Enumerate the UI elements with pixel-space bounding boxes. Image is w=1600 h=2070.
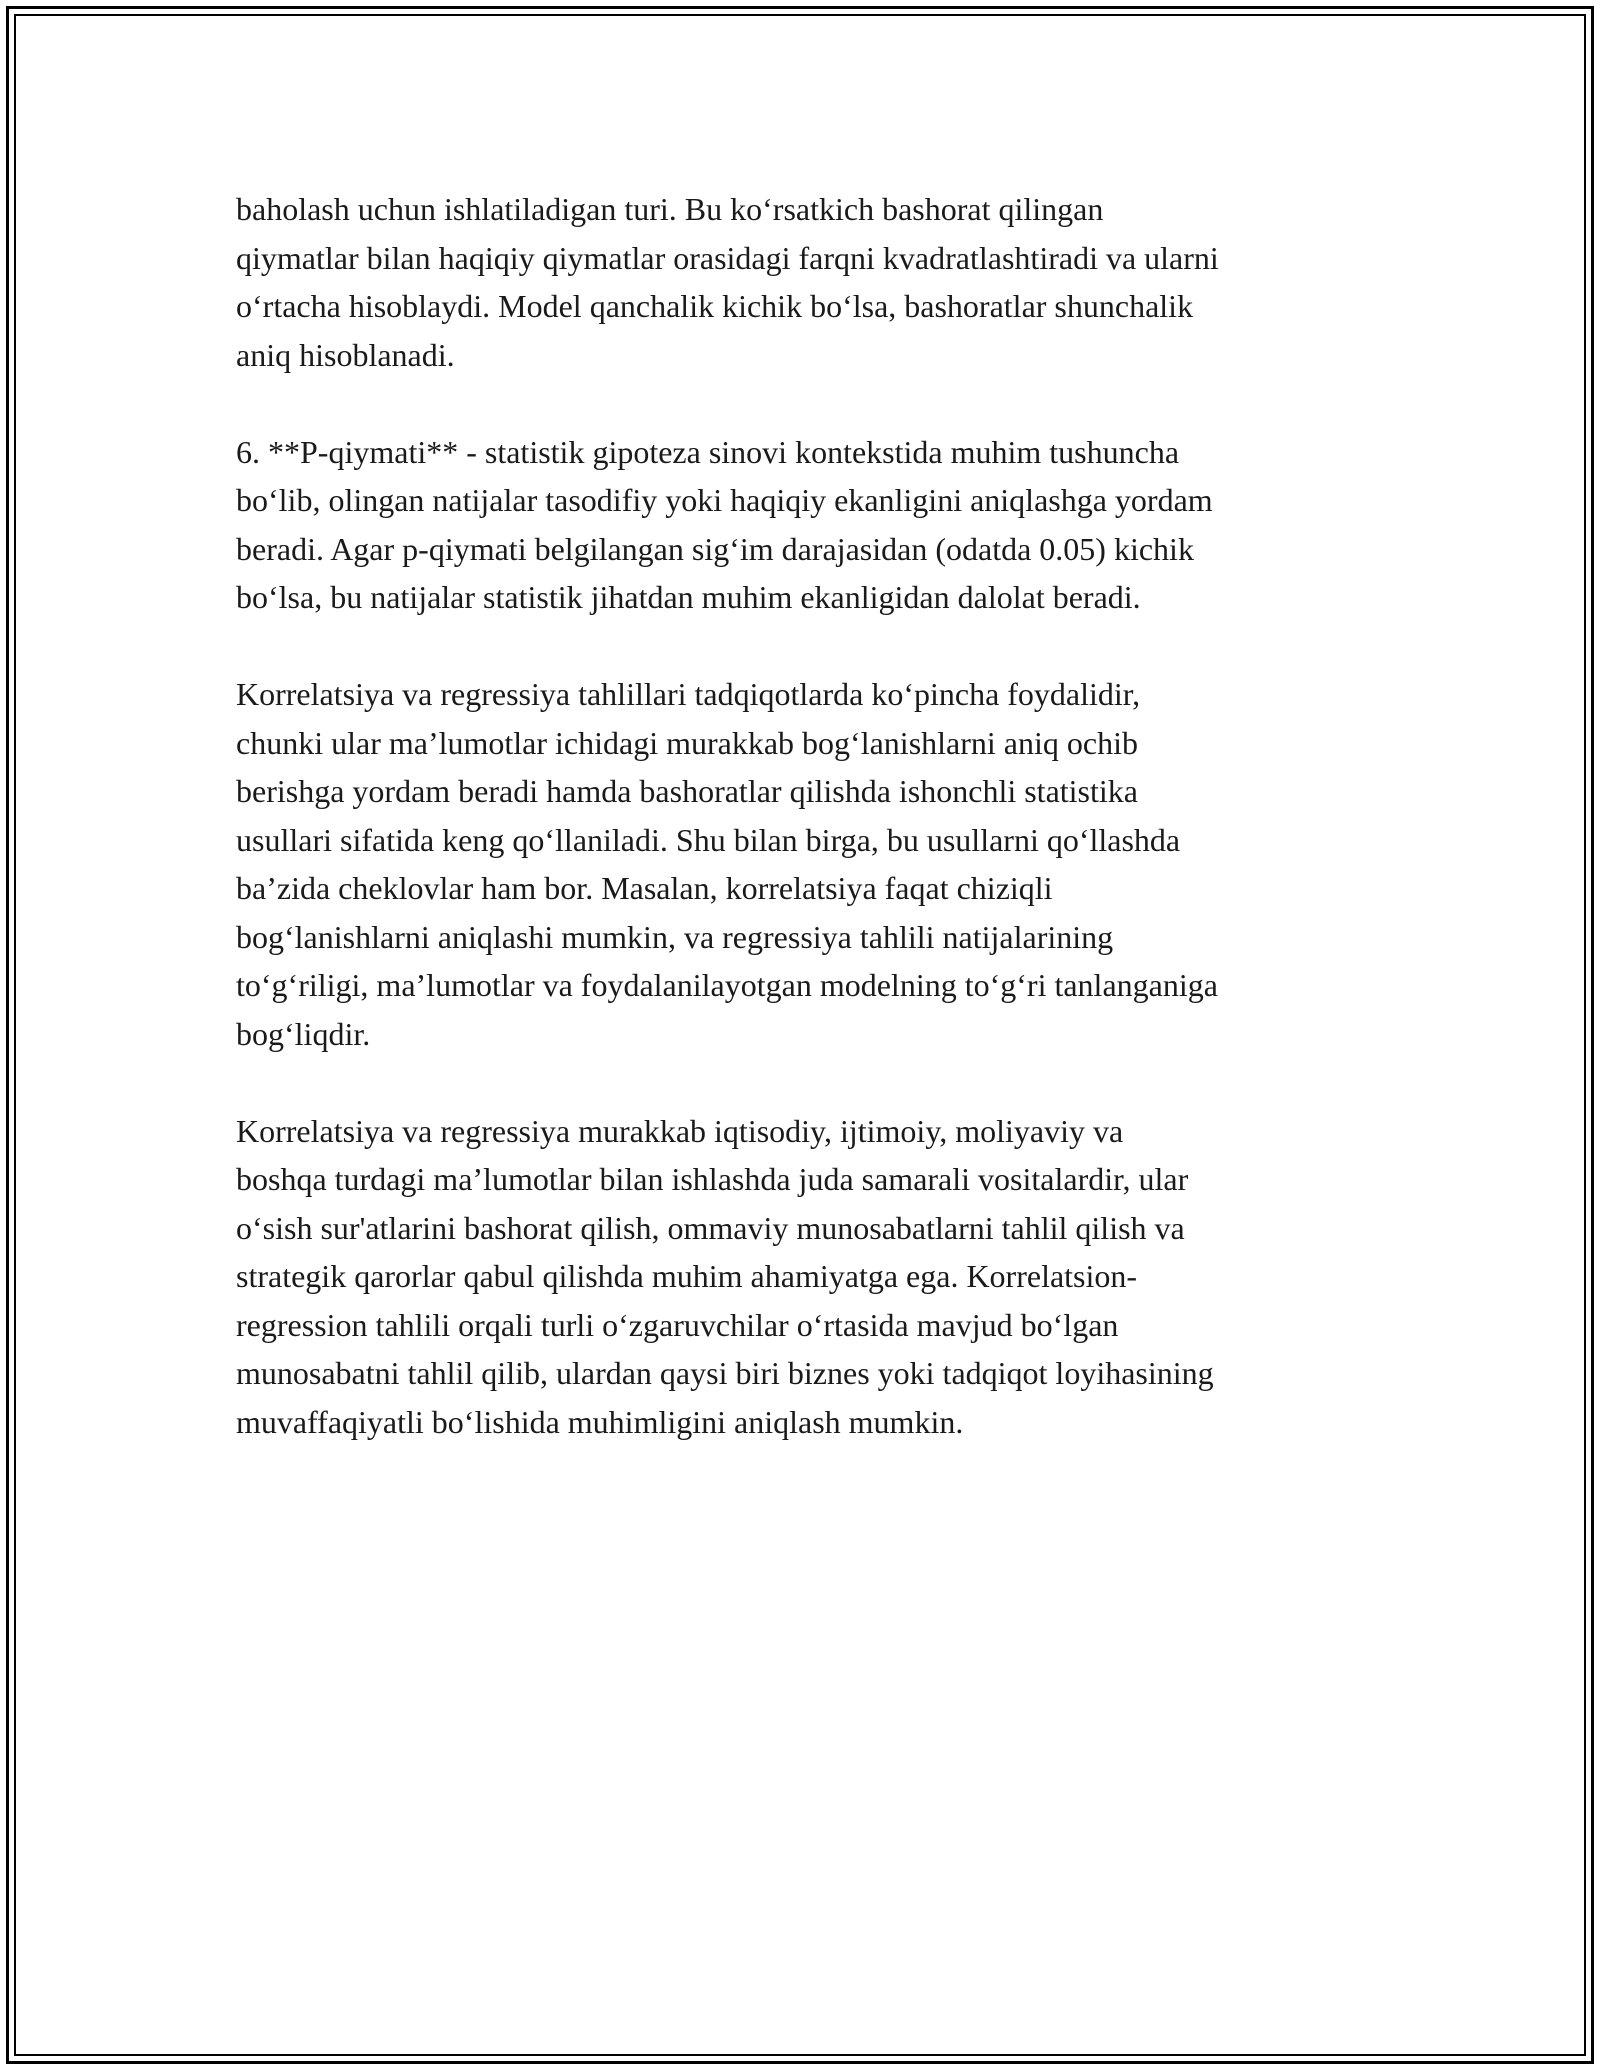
text-line: bog‘lanishlarni aniqlashi mumkin, va regressiya tahlili natijalarining xyxy=(236,918,1114,955)
paragraph xyxy=(236,1107,1376,1447)
paragraph xyxy=(236,428,1376,622)
text-line: chunki ular ma’lumotlar ichidagi murakkab bog‘lanishlarni aniq ochib xyxy=(236,724,1138,761)
paragraph xyxy=(236,670,1376,1058)
text-line: 6. **P-qiymati** - statistik gipoteza sinovi kontekstida muhim tushuncha xyxy=(236,433,1180,470)
text-line: strategik qarorlar qabul qilishda muhim ahamiyatga ega. Korrelatsion- xyxy=(236,1258,1138,1294)
text-line: Korrelatsiya va regressiya murakkab iqtisodiy, ijtimoiy, moliyaviy va xyxy=(236,1112,1124,1149)
text-line: ba’zida cheklovlar ham bor. Masalan, korrelatsiya faqat chiziqli xyxy=(236,870,1053,906)
text-line: regression tahlili orqali turli o‘zgaruvchilar o‘rtasida mavjud bo‘lgan xyxy=(236,1306,1119,1343)
text-line: baholash uchun ishlatiladigan turi. Bu ko‘rsatkich bashorat qilingan xyxy=(236,191,1104,227)
paragraph xyxy=(236,185,1376,379)
text-line: o‘sish sur'atlarini bashorat qilish, ommaviy munosabatlarni tahlil qilish va xyxy=(236,1209,1185,1246)
text-line: aniq hisoblanadi. xyxy=(236,336,455,373)
text-line: to‘g‘riligi, ma’lumotlar va foydalanilayotgan modelning to‘g‘ri tanlanganiga xyxy=(236,967,1218,1003)
text-line: qiymatlar bilan haqiqiy qiymatlar orasidagi farqni kvadratlashtiradi va ularni xyxy=(236,239,1219,276)
text-line: beradi. Agar p-qiymati belgilangan sig‘im darajasidan (odatda 0.05) kichik xyxy=(236,530,1194,567)
text-line: boshqa turdagi ma’lumotlar bilan ishlashda juda samarali vositalardir, ular xyxy=(236,1161,1189,1197)
text-line: o‘rtacha hisoblaydi. Model qanchalik kichik bo‘lsa, bashoratlar shunchalik xyxy=(236,288,1194,324)
text-line: bo‘lib, olingan natijalar tasodifiy yoki haqiqiy ekanligini aniqlashga yordam xyxy=(236,482,1213,518)
text-line: muvaffaqiyatli bo‘lishida muhimligini aniqlash mumkin. xyxy=(236,1403,964,1440)
text-line: bo‘lsa, bu natijalar statistik jihatdan muhim ekanligidan dalolat beradi. xyxy=(236,579,1141,615)
document-body xyxy=(236,185,1376,1495)
text-line: berishga yordam beradi hamda bashoratlar qilishda ishonchli statistika xyxy=(236,773,1138,809)
text-line: bog‘liqdir. xyxy=(236,1015,371,1052)
text-line: Korrelatsiya va regressiya tahlillari tadqiqotlarda ko‘pincha foydalidir, xyxy=(236,676,1141,712)
text-line: munosabatni tahlil qilib, ulardan qaysi biri biznes yoki tadqiqot loyihasining xyxy=(236,1355,1214,1391)
text-line: usullari sifatida keng qo‘llaniladi. Shu bilan birga, bu usullarni qo‘llashda xyxy=(236,821,1181,858)
